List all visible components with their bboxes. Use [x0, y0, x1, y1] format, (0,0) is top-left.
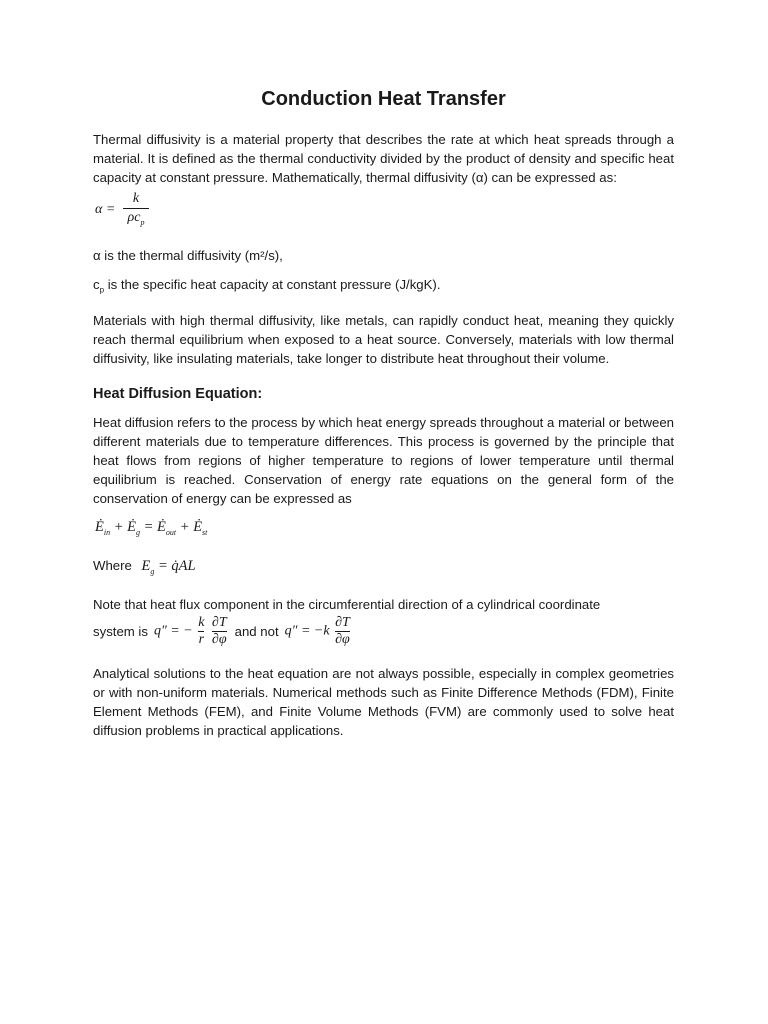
e-dot-st: $E_{st}$	[193, 518, 208, 537]
cp-text: is the specific heat capacity at constant pressure (J/kgK).	[104, 277, 441, 292]
section-heading-heat-diffusion: Heat Diffusion Equation:	[93, 385, 263, 402]
e-dot-in: $E_{in}$	[95, 518, 111, 537]
page-title: Conduction Heat Transfer	[261, 88, 506, 110]
intro-paragraph: Thermal diffusivity is a material property that describes the rate at which heat spreads through a material. It is defined as the thermal conductivity divided by the product of density and specific heat capacity at constant pressure. Mathematically, thermal diffusivity (α) can be expressed as:	[93, 132, 674, 185]
cp-subscript: p	[99, 285, 105, 295]
flux-line	[93, 614, 674, 650]
materials-paragraph: Materials with high thermal diffusivity, like metals, can rapidly conduct heat, meaning they quickly reach thermal equilibrium when exposed to a heat source. Conversely, materials with low thermal diffusivity, like insulating materials, take longer to distribute heat throughout their volume.	[93, 312, 674, 366]
alpha-numerator: k	[123, 191, 149, 209]
e-dot-out: $E_{out}$	[157, 518, 177, 537]
where-line	[93, 558, 674, 578]
alpha-lhs: α =	[95, 202, 116, 217]
generation-equation: $E_g$ = q̇AL	[141, 557, 196, 576]
where-label: Where	[93, 557, 132, 573]
energy-conservation-equation	[95, 519, 674, 539]
thermal-diffusivity-equation	[95, 191, 674, 229]
plus-sign: +	[113, 518, 124, 535]
flux-equation-2: q″ = −k $\frac{\partial T}{\partial\varphi}$	[284, 615, 350, 648]
alpha-fraction	[123, 191, 149, 227]
diffusion-paragraph: Heat diffusion refers to the process by which heat energy spreads throughout a material or between different materials due to temperature differences. This process is governed by the principle that heat flows from regions of higher temperature to regions of lower temperature until thermal equilibrium is reached. Conservation of energy rate equations on the general form of the conservation of energy can be expressed as	[93, 414, 674, 506]
p-subscript: p	[140, 217, 145, 227]
e-dot-g: $E_g$	[127, 518, 140, 537]
cp-symbol: c	[93, 277, 100, 292]
alpha-definition: α is the thermal diffusivity (m²/s),	[93, 248, 283, 263]
rho-c: ρc	[127, 210, 141, 225]
and-not-text: and not	[234, 624, 279, 640]
note-line: Note that heat flux component in the circumferential direction of a cylindrical coordinate	[93, 596, 601, 612]
document-body	[93, 88, 674, 740]
equals-sign: =	[143, 518, 154, 535]
flux-equation-1: q″ = − $\frac{k}{r}$ $\frac{\partial T}{\partial\varphi}$	[153, 615, 227, 648]
analytical-paragraph: Analytical solutions to the heat equation are not always possible, especially in complex geometries or with non-uniform materials. Numerical methods such as Finite Difference Methods (FDM), Finite Element Methods (FEM), and Finite Volume Methods (FVM) are commonly used to solve heat diffusion problems in practical applications.	[93, 665, 674, 738]
alpha-denominator	[123, 209, 149, 227]
plus-sign-2: +	[179, 518, 190, 535]
cp-definition	[93, 276, 674, 300]
system-is-text: system is	[93, 624, 148, 640]
